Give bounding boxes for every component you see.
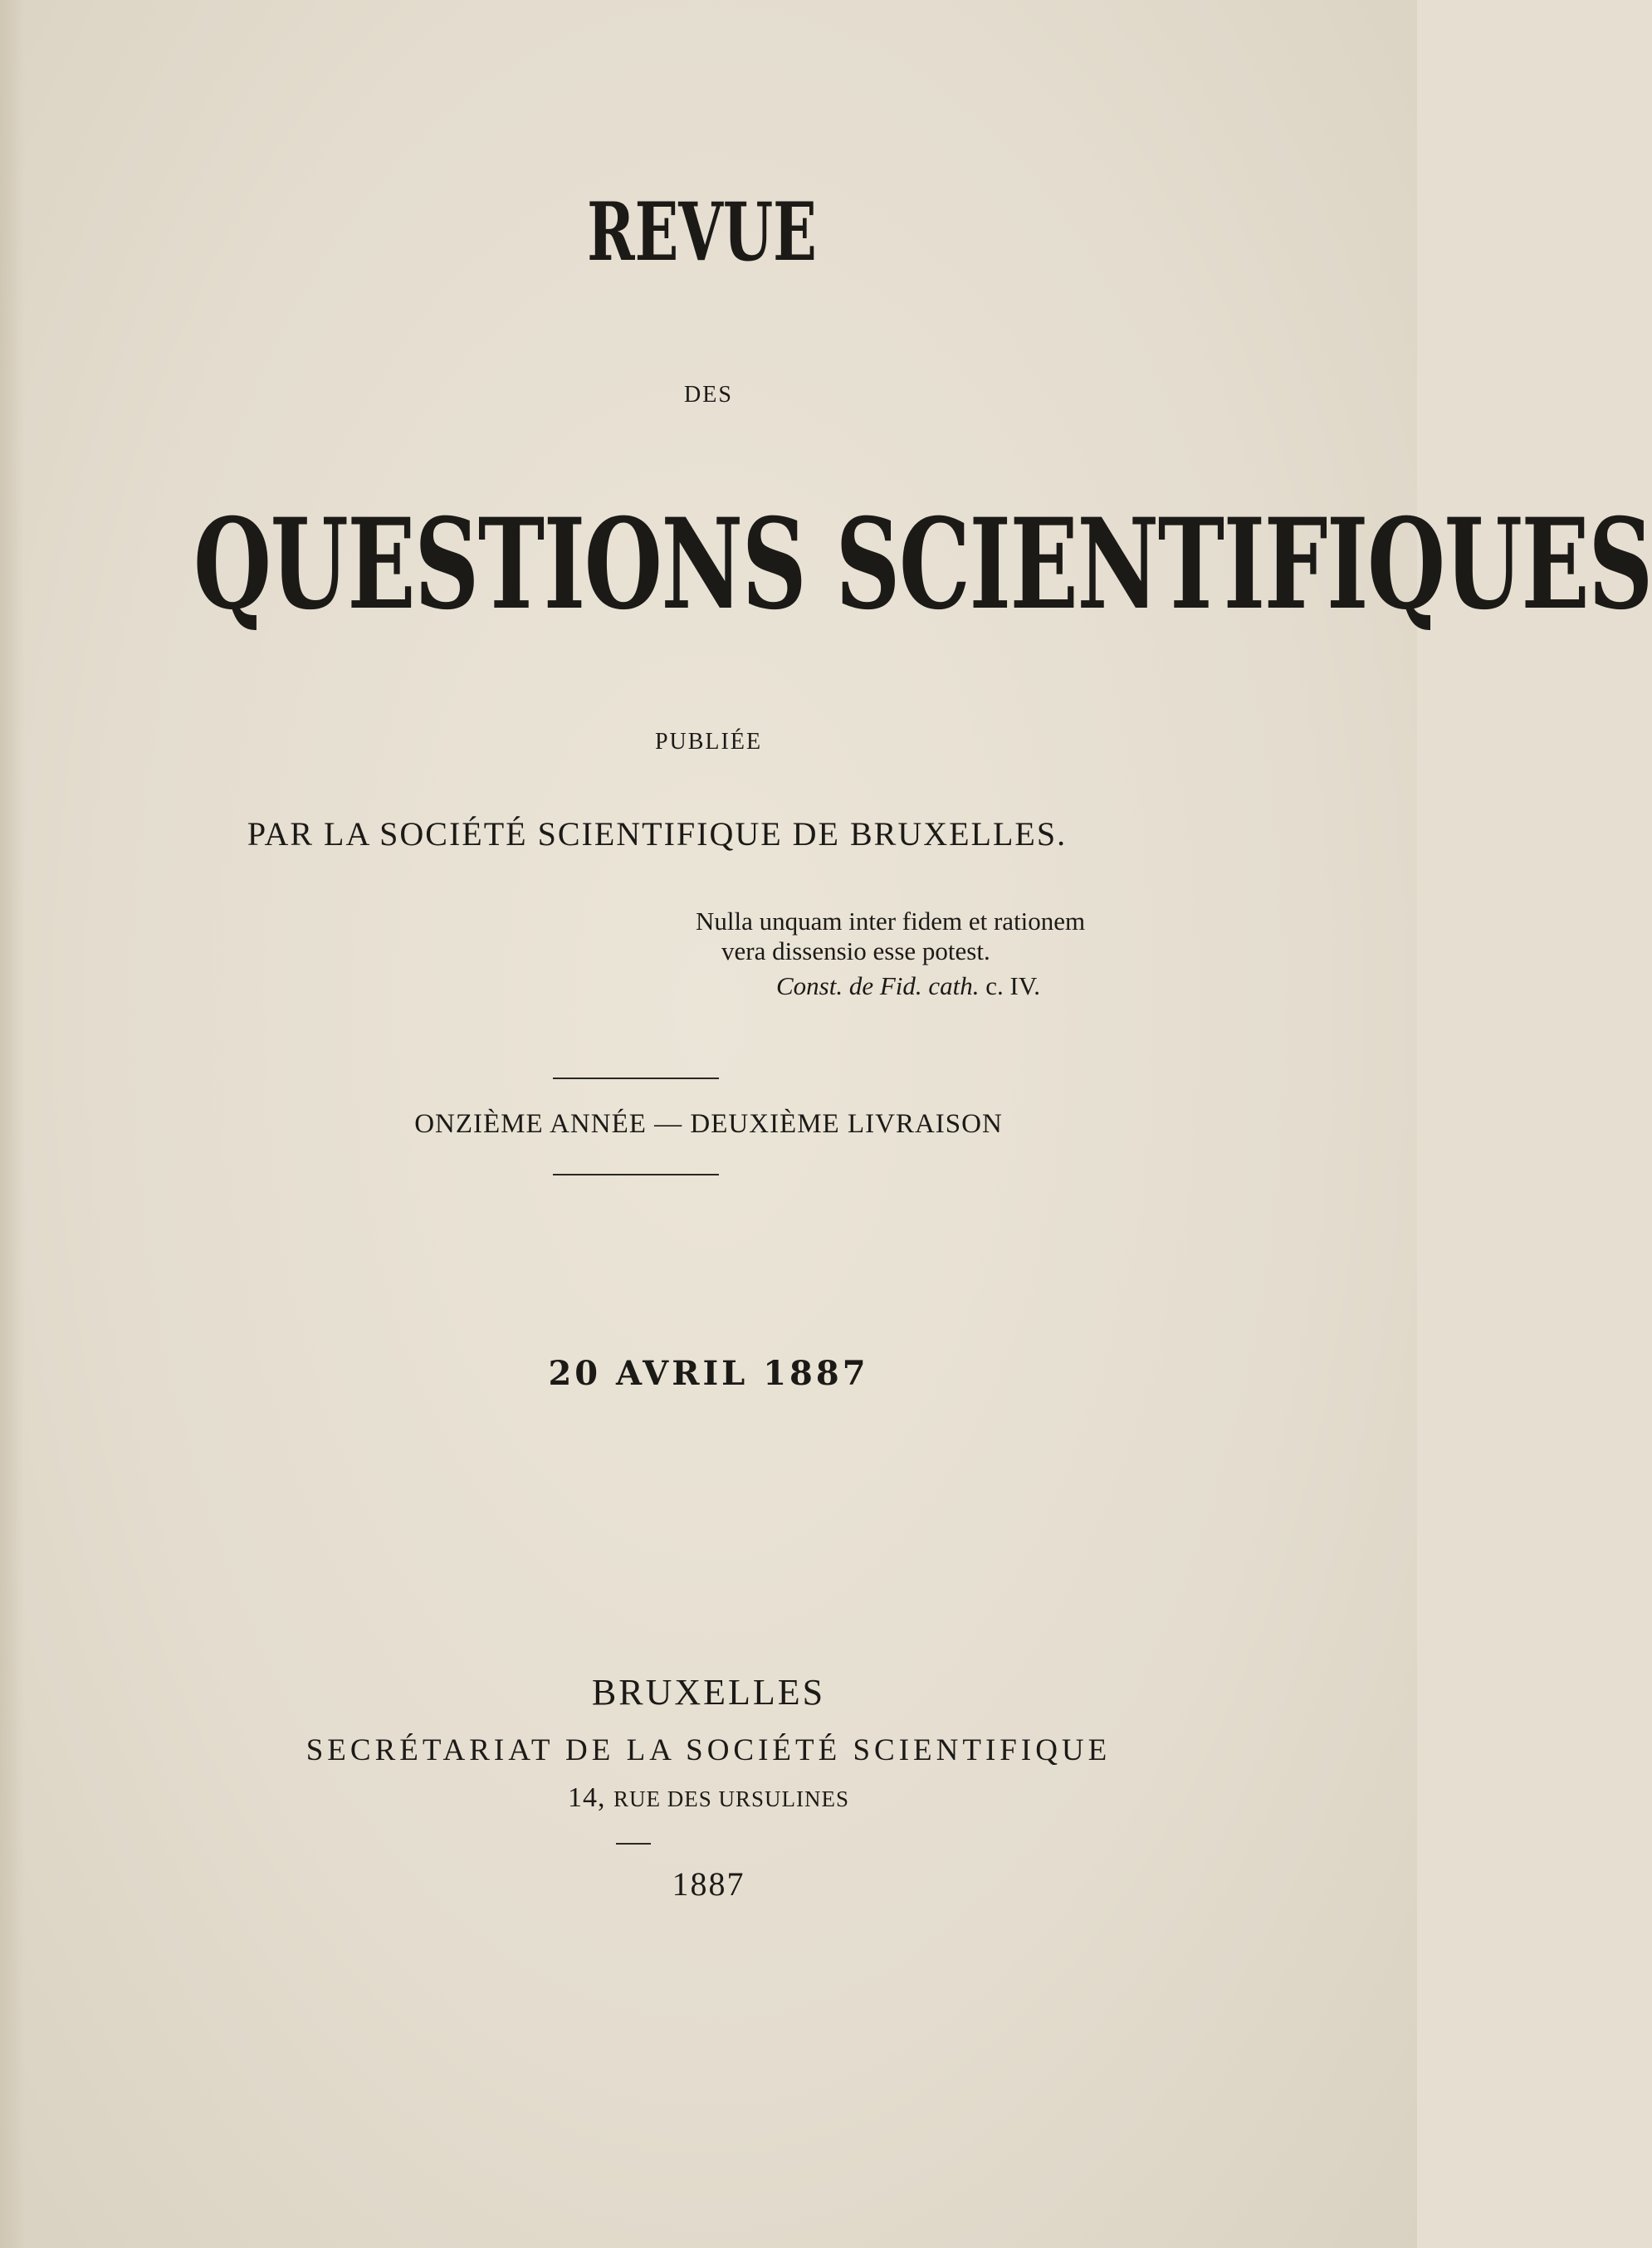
imprint-year: 1887: [672, 1865, 745, 1903]
journal-title-revue: REVUE: [587, 185, 817, 279]
journal-title-des: DES: [684, 382, 733, 408]
epigraph-source-chapter: c. IV.: [979, 971, 1041, 1000]
imprint-divider: [616, 1843, 651, 1845]
epigraph-line-1: Nulla unquam inter fidem et rationem: [696, 907, 1086, 936]
divider-rule-top: [553, 1078, 719, 1079]
imprint-address-number: 14,: [567, 1782, 606, 1813]
imprint-secretariat: SECRÉTARIAT DE LA SOCIÉTÉ SCIENTIFIQUE: [305, 1733, 1112, 1767]
journal-title-main: QUESTIONS SCIENTIFIQUES: [193, 491, 1652, 638]
imprint-address: [0, 1784, 1417, 1812]
issue-label: ONZIÈME ANNÉE — DEUXIÈME LIVRAISON: [414, 1109, 1003, 1139]
epigraph-source-title: Const. de Fid. cath.: [776, 971, 980, 1000]
issue-date: 20 AVRIL 1887: [548, 1354, 869, 1393]
imprint-city: BRUXELLES: [591, 1672, 826, 1713]
published-label: PUBLIÉE: [654, 729, 763, 755]
epigraph-line-2: vera dissensio esse potest.: [721, 936, 990, 965]
epigraph-source: [776, 973, 1040, 999]
divider-rule-bottom: [553, 1174, 719, 1175]
publisher-name: PAR LA SOCIÉTÉ SCIENTIFIQUE DE BRUXELLES.: [247, 815, 1068, 853]
imprint-address-street: RUE DES URSULINES: [613, 1786, 850, 1811]
